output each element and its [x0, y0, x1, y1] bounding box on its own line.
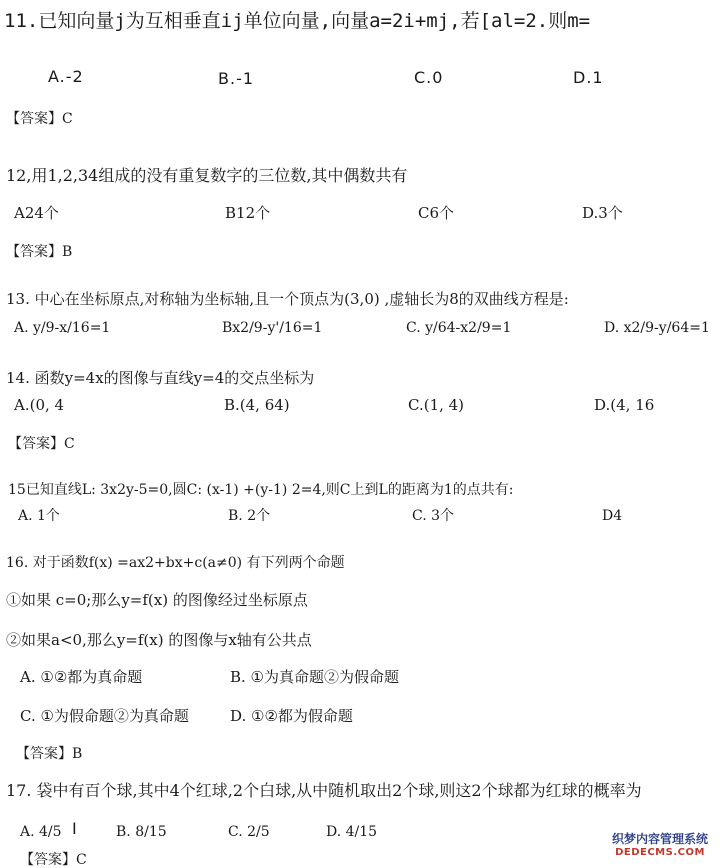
q15-option-a: A. 1个	[18, 508, 60, 524]
q16-proposition-1: ①如果 c=0;那么y=f(x) 的图像经过坐标原点	[6, 591, 308, 609]
q11-option-b: B.-1	[218, 69, 255, 88]
q12-option-c: C6个	[418, 204, 455, 222]
q13-option-c: C. y/64-x2/9=1	[406, 320, 512, 336]
q17-option-b: B. 8/15	[116, 824, 167, 840]
q12-answer: 【答案】B	[6, 244, 73, 260]
q16-stem: 16. 对于函数f(x) =ax2+bx+c(a≠0) 有下列两个命题	[6, 555, 345, 571]
q14-option-d: D.(4, 16	[594, 396, 655, 414]
q13-option-d: D. x2/9-y/64=1	[604, 320, 710, 336]
q11-option-c: C.0	[414, 68, 444, 87]
q15-stem: 15已知直线L: 3x2y-5=0,圆C: (x-1) +(y-1) 2=4,则C上到L的距离为1的点共有:	[8, 482, 514, 498]
q12-option-d: D.3个	[582, 204, 623, 222]
q12-stem: 12,用1,2,34组成的没有重复数字的三位数,其中偶数共有	[6, 166, 408, 185]
q14-answer: 【答案】C	[8, 436, 75, 452]
watermark-logo	[604, 832, 716, 862]
q17-answer: 【答案】C	[20, 852, 87, 868]
q17-option-a: A. 4/5	[20, 824, 62, 840]
q11-option-a: A.-2	[48, 67, 84, 86]
q16-option-b: B. ①为真命题②为假命题	[230, 668, 400, 686]
text-cursor-icon: I	[72, 819, 77, 838]
q16-proposition-2: ②如果a<0,那么y=f(x) 的图像与x轴有公共点	[6, 631, 312, 649]
q11-stem: 11.已知向量j为互相垂直ij单位向量,向量a=2i+mj,若[al=2.则m=	[4, 10, 591, 32]
q12-option-a: A24个	[14, 204, 59, 222]
q14-stem: 14. 函数y=4x的图像与直线y=4的交点坐标为	[6, 369, 315, 387]
q12-option-b: B12个	[225, 204, 271, 222]
q16-answer: 【答案】B	[16, 746, 83, 762]
q14-option-b: B.(4, 64)	[224, 396, 290, 414]
q14-option-a: A.(0, 4	[14, 396, 65, 414]
q14-option-c: C.(1, 4)	[408, 396, 465, 414]
q13-stem: 13. 中心在坐标原点,对称轴为坐标轴,且一个顶点为(3,0) ,虚轴长为8的双曲线方程是:	[6, 290, 569, 308]
q16-option-c: C. ①为假命题②为真命题	[20, 707, 189, 725]
q11-option-d: D.1	[573, 68, 604, 87]
q15-option-b: B. 2个	[228, 508, 271, 524]
q15-option-d: D4	[602, 508, 623, 524]
q17-stem: 17. 袋中有百个球,其中4个红球,2个白球,从中随机取出2个球,则这2个球都为红球的概率为	[6, 781, 642, 800]
q13-option-b: Bx2/9-y'/16=1	[222, 320, 323, 336]
q13-option-a: A. y/9-x/16=1	[14, 320, 111, 336]
q11-answer: 【答案】C	[6, 111, 73, 127]
q17-option-d: D. 4/15	[326, 824, 378, 840]
q17-option-c: C. 2/5	[228, 824, 270, 840]
q15-option-c: C. 3个	[412, 508, 455, 524]
q16-option-a: A. ①②都为真命题	[20, 668, 143, 686]
q16-option-d: D. ①②都为假命题	[230, 707, 353, 725]
watermark-line-2: DEDECMS.COM	[615, 847, 705, 858]
watermark-line-1: 织梦内容管理系统	[611, 832, 708, 846]
